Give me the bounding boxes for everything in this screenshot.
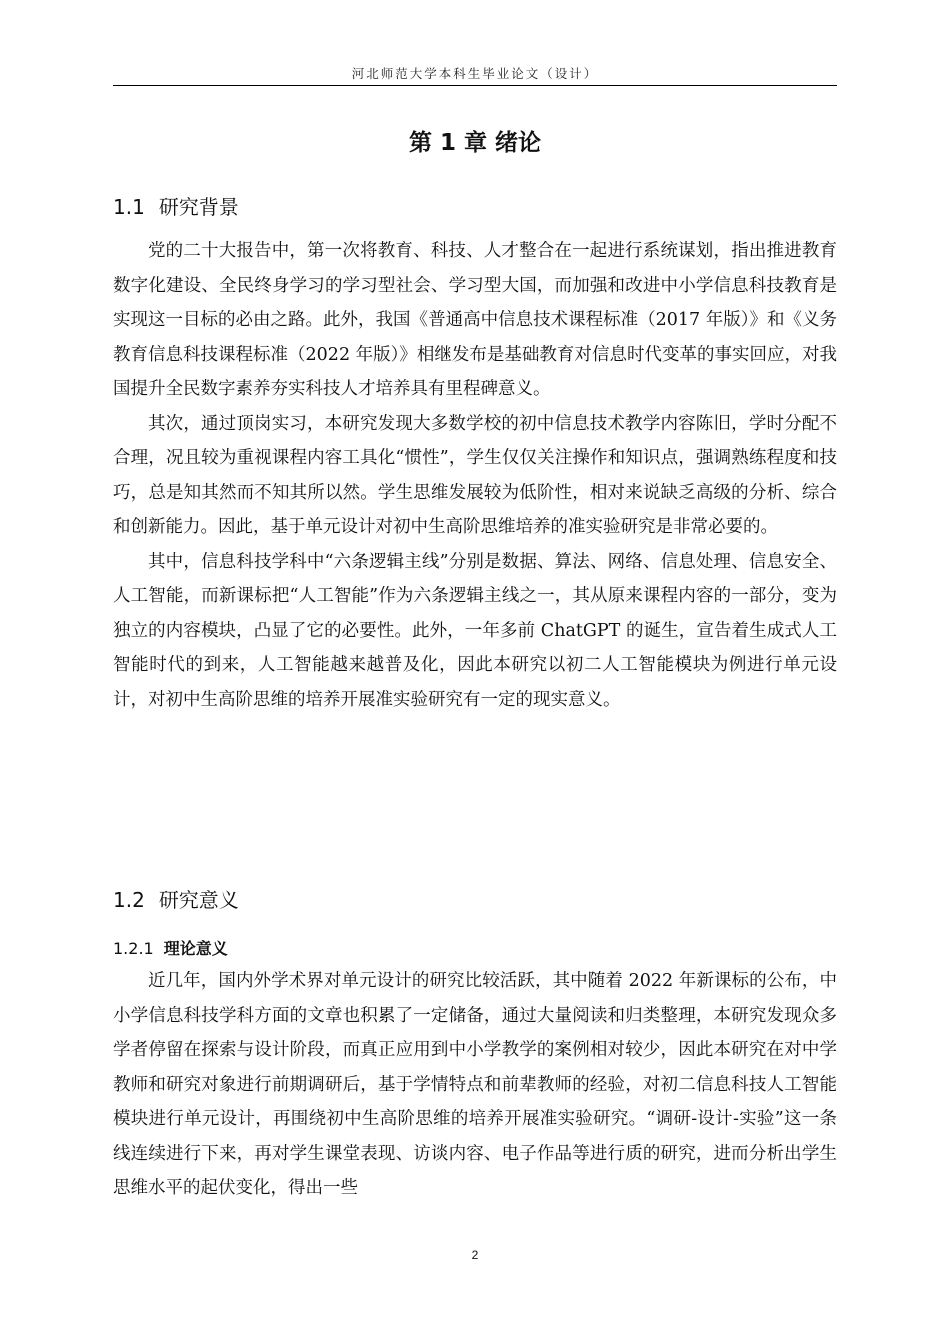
page-number: 2 <box>471 1248 479 1262</box>
theory-body <box>113 964 837 1206</box>
section-title: 研究意义 <box>158 888 239 912</box>
paragraph: 其中，信息科技学科中“六条逻辑主线”分别是数据、算法、网络、信息处理、信息安全、人工智能，而新课标把“人工智能”作为六条逻辑主线之一，其从原来课程内容的一部分，变为独立的内容模块，凸显了它的必要性。此外，一年多前 ChatGPT 的诞生，宣告着生成式人工智能时代的到来，人工智能越来越普及化，因此本研究以初二人工智能模块为例进行单元设计，对初中生高阶思维的培养开展准实验研究有一定的现实意义。 <box>113 551 837 710</box>
paragraph: 近几年，国内外学术界对单元设计的研究比较活跃，其中随着 2022 年新课标的公布，中小学信息科技学科方面的文章也积累了一定储备，通过大量阅读和归类整理，本研究发现众多学者停留在探索与设计阶段，而真正应用到中小学教学的案例相对较少，因此本研究在对中学教师和研究对象进行前期调研后，基于学情特点和前辈教师的经验，对初二信息科技人工智能模块进行单元设计，再围绕初中生高阶思维的培养开展准实验研究。“调研-设计-实验”这一条线连续进行下来，再对学生课堂表现、访谈内容、电子作品等进行质的研究，进而分析出学生思维水平的起伏变化，得出一些 <box>113 971 837 1198</box>
chapter-title: 第 1 章 绪论 <box>408 130 542 156</box>
section-heading-significance <box>113 884 239 913</box>
subsection-number: 1.2.1 <box>113 939 154 958</box>
section-title: 研究背景 <box>158 195 239 219</box>
subsection-heading-theory <box>113 936 228 959</box>
paragraph: 其次，通过顶岗实习，本研究发现大多数学校的初中信息技术教学内容陈旧，学时分配不合理，况且较为重视课程内容工具化“惯性”，学生仅仅关注操作和知识点，强调熟练程度和技巧，总是知其然而不知其所以然。学生思维发展较为低阶性，相对来说缺乏高级的分析、综合和创新能力。因此，基于单元设计对初中生高阶思维培养的准实验研究是非常必要的。 <box>113 413 837 537</box>
header-divider <box>113 85 837 86</box>
background-body <box>113 234 837 717</box>
section-number: 1.1 <box>113 195 145 219</box>
paragraph: 党的二十大报告中，第一次将教育、科技、人才整合在一起进行系统谋划，指出推进教育数字化建设、全民终身学习的学习型社会、学习型大国，而加强和改进中小学信息科技教育是实现这一目标的必由之路。此外，我国《普通高中信息技术课程标准（2017 年版）》和《义务教育信息科技课程标准（2022 年版）》相继发布是基础教育对信息时代变革的事实回应，对我国提升全民数字素养夯实科技人才培养具有里程碑意义。 <box>113 241 837 399</box>
section-heading-background <box>113 191 239 220</box>
subsection-title: 理论意义 <box>163 939 228 958</box>
section-number: 1.2 <box>113 888 145 912</box>
running-header: 河北师范大学本科生毕业论文（设计） <box>351 66 599 81</box>
